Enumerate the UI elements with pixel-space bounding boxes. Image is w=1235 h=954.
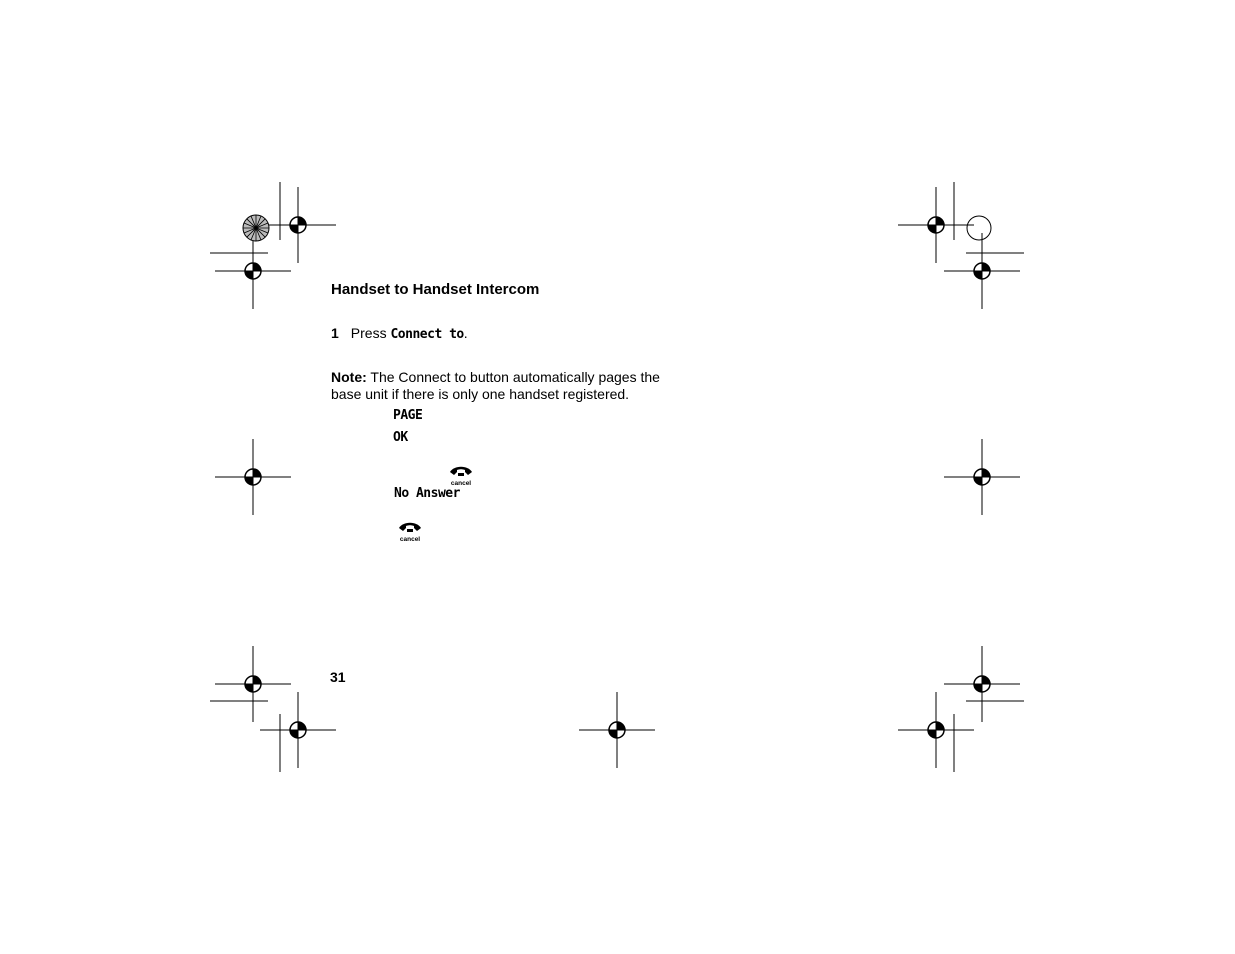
registration-mark-icon <box>215 439 291 515</box>
cancel-icon-label: cancel <box>450 480 472 487</box>
cancel-key-icon <box>397 519 425 548</box>
registration-mark-icon <box>579 692 655 768</box>
registration-mark-icon <box>215 233 291 309</box>
cancel-key-icon <box>448 463 476 492</box>
registration-mark-icon <box>260 187 336 263</box>
registration-mark-icon <box>215 646 291 722</box>
step-1 <box>331 325 468 342</box>
display-ok: OK <box>393 430 408 445</box>
note-label: Note: <box>331 369 367 385</box>
step-punct: . <box>463 325 468 341</box>
registration-mark-icon <box>898 187 974 263</box>
starburst-target-icon <box>243 215 269 241</box>
note-paragraph <box>331 369 676 403</box>
cancel-icon-label: cancel <box>399 536 421 543</box>
registration-mark-icon <box>898 692 974 768</box>
step-text: Press <box>350 325 391 341</box>
display-page: PAGE <box>393 408 423 423</box>
page-number: 31 <box>330 669 346 685</box>
connect-to-key-label: Connect to <box>390 327 464 342</box>
registration-mark-icon <box>260 692 336 768</box>
section-title: Handset to Handset Intercom <box>331 281 540 298</box>
registration-mark-icon <box>944 439 1020 515</box>
registration-circle-icon <box>967 216 991 240</box>
note-text: The Connect to button automatically pages the base unit if there is only one handset registered. <box>331 369 660 402</box>
registration-mark-icon <box>944 233 1020 309</box>
registration-mark-icon <box>944 646 1020 722</box>
display-no-answer: No Answer <box>394 486 460 501</box>
step-number: 1 <box>331 325 339 341</box>
